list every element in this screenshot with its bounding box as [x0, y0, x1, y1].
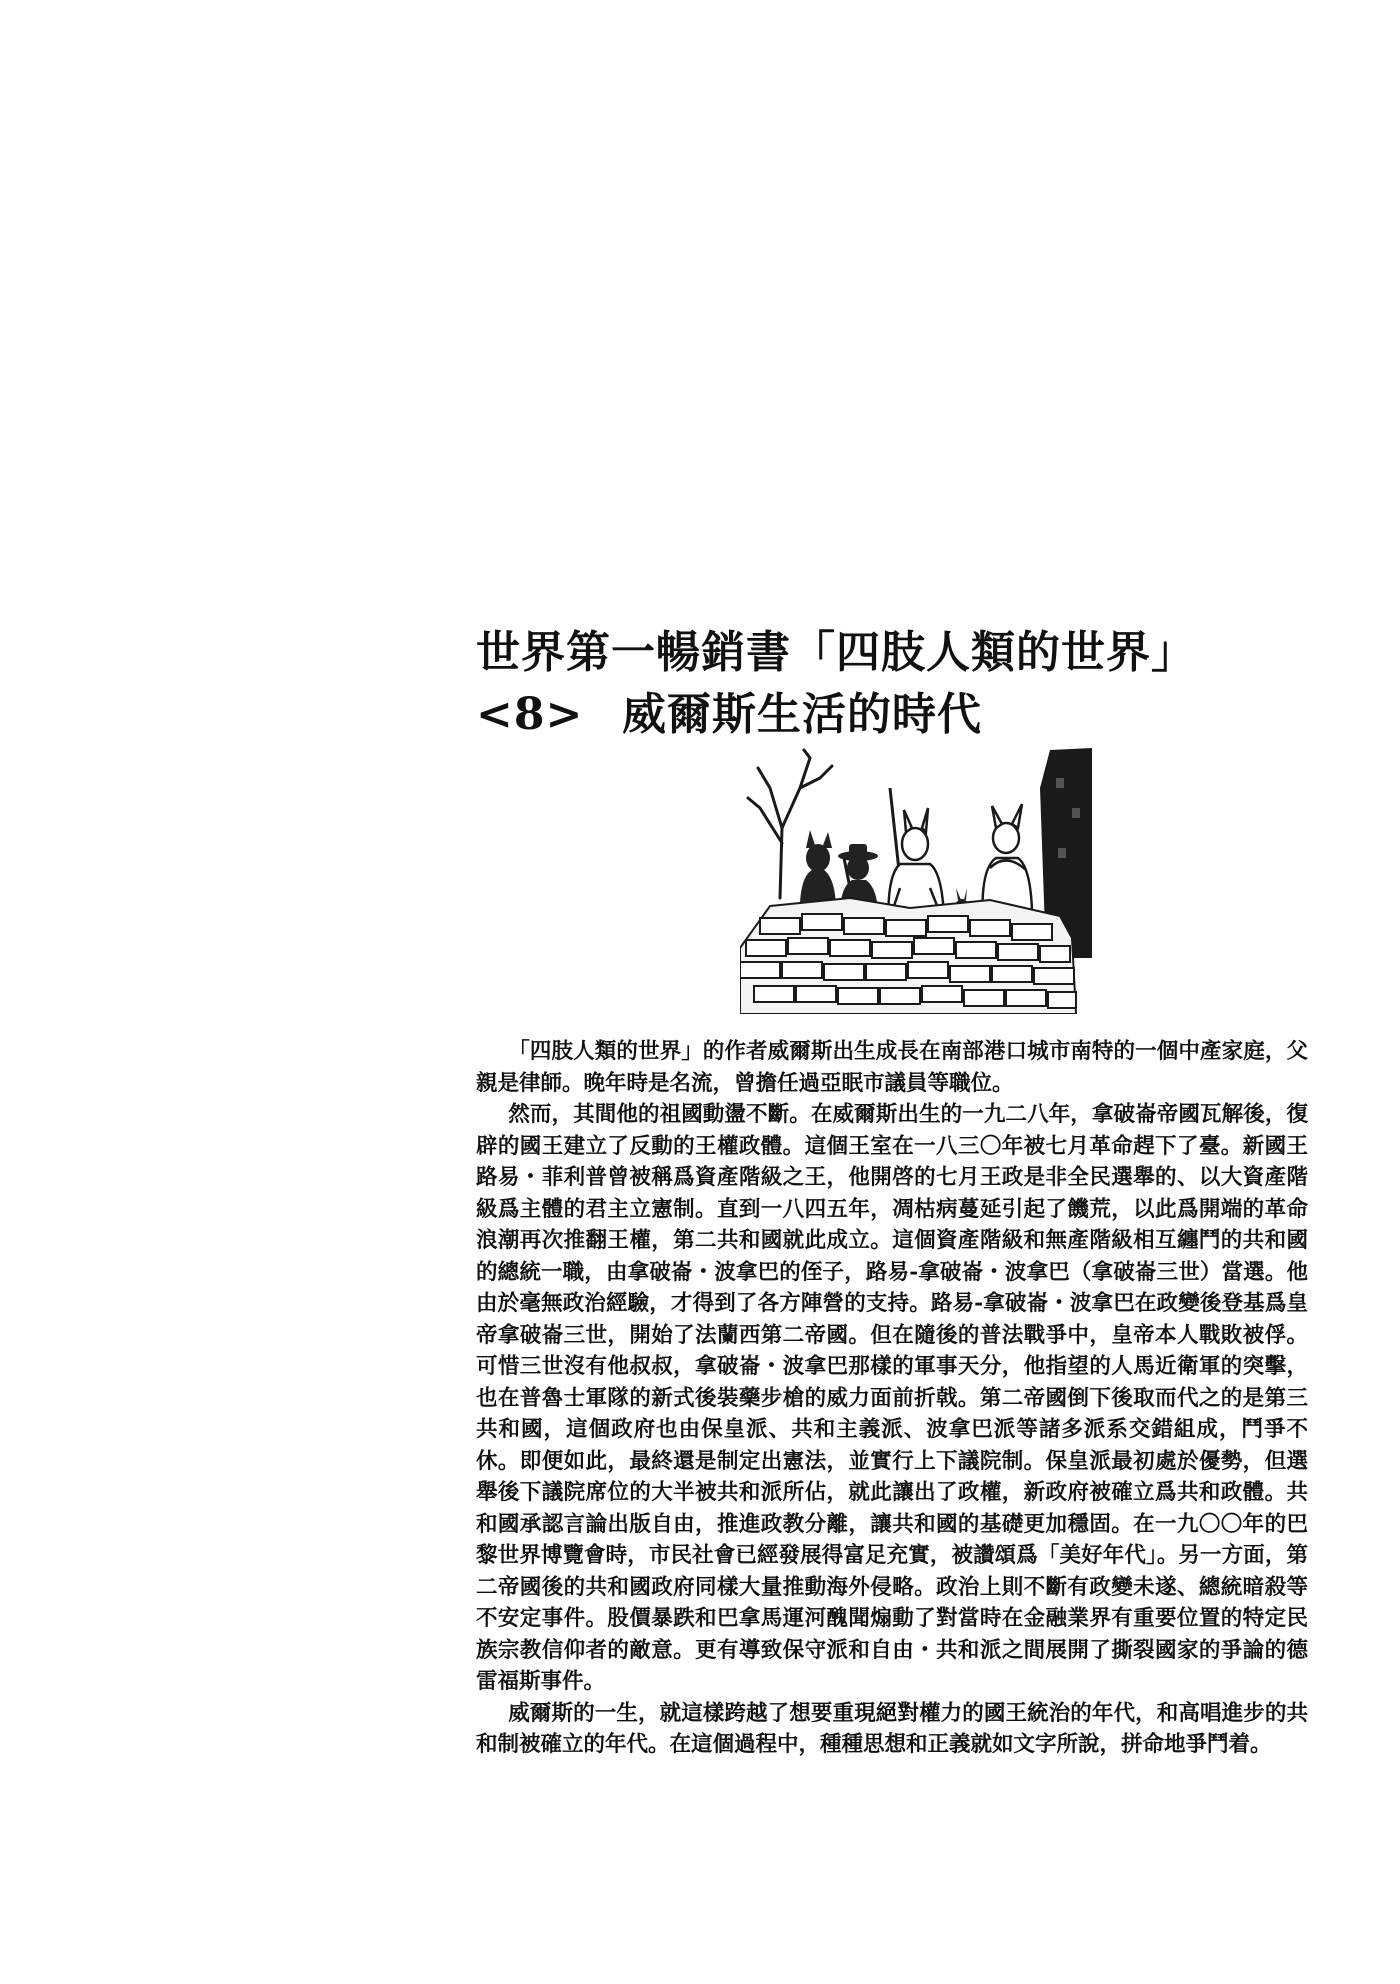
chapter-heading	[476, 684, 1236, 746]
chapter-number: <8>	[476, 689, 584, 740]
barricade-illustration-svg	[740, 748, 1092, 1014]
series-title: 世界第一暢銷書「四肢人類的世界」	[476, 627, 1196, 678]
article-paragraph: 威爾斯的一生，就這樣跨越了想要重現絕對權力的國王統治的年代，和高唱進步的共和制被確立的年代。在這個過程中，種種思想和正義就如文字所說，拼命地爭鬥着。	[476, 1700, 1308, 1757]
barricade-illustration	[740, 748, 1092, 1014]
article-body	[476, 1036, 1308, 1761]
article-title-block	[476, 622, 1236, 746]
article-paragraph: 「四肢人類的世界」的作者威爾斯出生成長在南部港口城市南特的一個中產家庭，父親是律師。晚年時是名流，曾擔任過亞眠市議員等職位。	[476, 1039, 1308, 1096]
article-paragraph: 然而，其間他的祖國動盪不斷。在威爾斯出生的一九二八年，拿破崙帝國瓦解後，復辟的國王建立了反動的王權政體。這個王室在一八三〇年被七月革命趕下了臺。新國王路易・菲利普曾被稱爲資產階級之王，他開啓的七月王政是非全民選舉的、以大資產階級爲主體的君主立憲制。直到一八四五年，凋枯病蔓延引起了饑荒，以此爲開端的革命浪潮再次推翻王權，第二共和國就此成立。這個資產階級和無產階級相互纏鬥的共和國的總統一職，由拿破崙・波拿巴的侄子，路易-拿破崙・波拿巴（拿破崙三世）當選。他由於毫無政治經驗，才得到了各方陣營的支持。路易-拿破崙・波拿巴在政變後登基爲皇帝拿破崙三世，開始了法蘭西第二帝國。但在隨後的普法戰爭中，皇帝本人戰敗被俘。可惜三世沒有他叔叔，拿破崙・波拿巴那樣的軍事天分，他指望的人馬近衛軍的突擊，也在普魯士軍隊的新式後裝藥步槍的威力面前折戟。第二帝國倒下後取而代之的是第三共和國，這個政府也由保皇派、共和主義派、波拿巴派等諸多派系交錯組成，鬥爭不休。即便如此，最終還是制定出憲法，並實行上下議院制。保皇派最初處於優勢，但選舉後下議院席位的大半被共和派所佔，就此讓出了政權，新政府被確立爲共和政體。共和國承認言論出版自由，推進政教分離，讓共和國的基礎更加穩固。在一九〇〇年的巴黎世界博覽會時，市民社會已經發展得富足充實，被讚頌爲「美好年代」。另一方面，第二帝國後的共和國政府同樣大量推動海外侵略。政治上則不斷有政變未遂、總統暗殺等不安定事件。股價暴跌和巴拿馬運河醜聞煽動了對當時在金融業界有重要位置的特定民族宗教信仰者的敵意。更有導致保守派和自由・共和派之間展開了撕裂國家的爭論的德雷福斯事件。	[476, 1102, 1308, 1694]
barricade-bricks	[740, 898, 1076, 1014]
chapter-title: 威爾斯生活的時代	[622, 689, 982, 740]
